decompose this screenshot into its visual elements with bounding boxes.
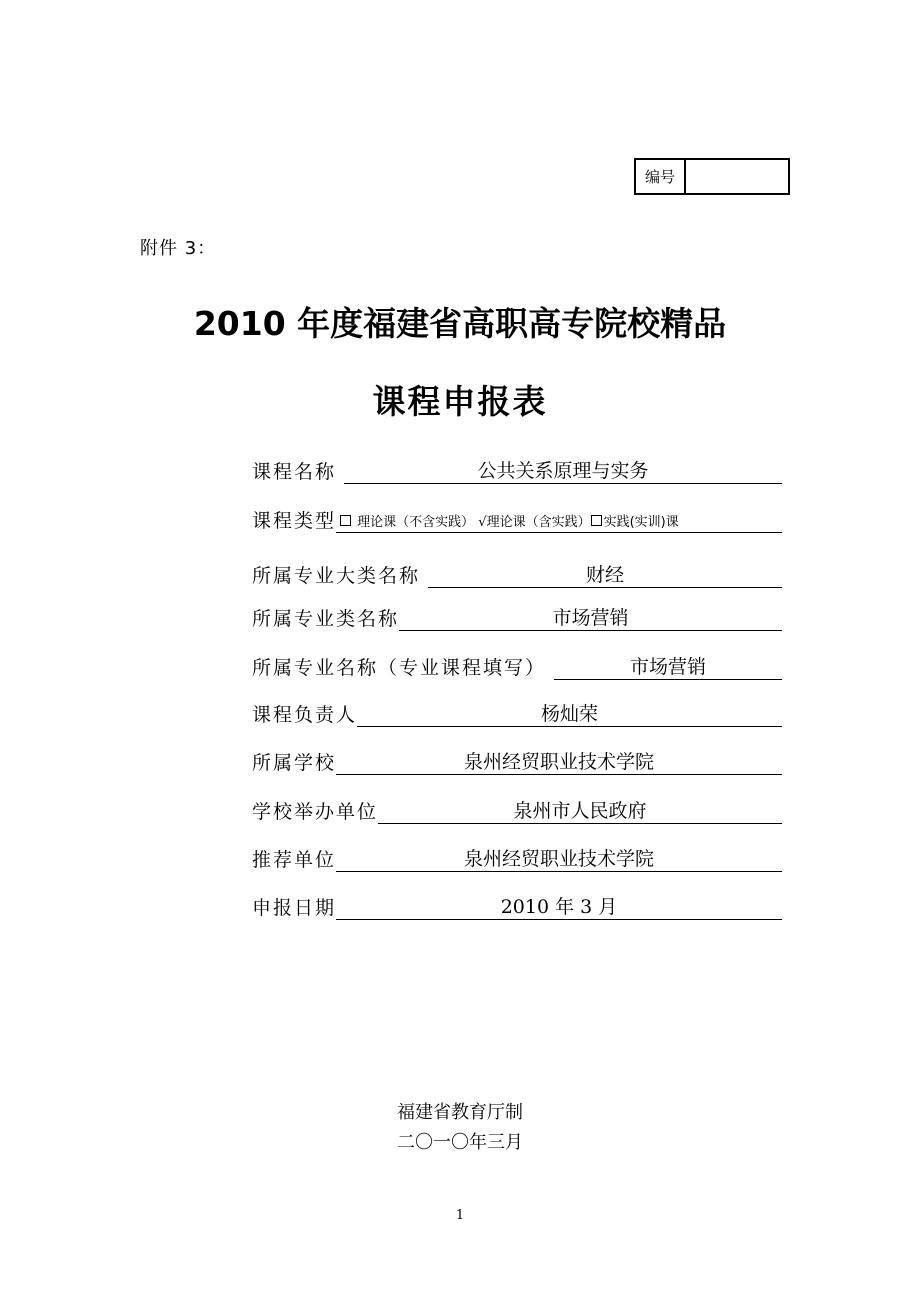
course-type-options <box>336 514 782 533</box>
major-category-label: 所属专业大类名称 <box>252 565 421 587</box>
document-title-line-2: 课程申报表 <box>372 382 548 421</box>
major-class-row <box>252 601 782 631</box>
course-type-label: 课程类型 <box>252 510 337 532</box>
course-name-row <box>252 454 782 484</box>
date-label: 申报日期 <box>252 897 337 919</box>
checkbox-icon[interactable] <box>340 515 351 526</box>
recommender-value[interactable]: 泉州经贸职业技术学院 <box>336 847 782 872</box>
major-category-value[interactable]: 财经 <box>428 563 782 588</box>
serial-number-value[interactable] <box>686 160 788 193</box>
issuer-text: 福建省教育厅制 <box>397 1102 523 1123</box>
page-number: 1 <box>455 1208 465 1223</box>
school-label: 所属学校 <box>252 752 337 774</box>
course-leader-value[interactable]: 杨灿荣 <box>357 702 782 727</box>
serial-number-box <box>634 158 790 195</box>
major-class-label: 所属专业类名称 <box>252 608 400 630</box>
recommender-label: 推荐单位 <box>252 849 337 871</box>
serial-number-label: 编号 <box>636 160 686 193</box>
attachment-label: 附件 3： <box>140 238 217 259</box>
issue-date-text: 二〇一〇年三月 <box>397 1132 523 1153</box>
course-type-option-2: 理论课（含实践） <box>486 515 591 530</box>
course-leader-label: 课程负责人 <box>252 704 358 726</box>
major-name-row <box>252 650 782 680</box>
course-name-value[interactable]: 公共关系原理与实务 <box>344 459 782 484</box>
course-leader-row <box>252 697 782 727</box>
course-type-option-3: 实践(实训)课 <box>603 515 679 530</box>
school-row <box>252 745 782 775</box>
check-mark-icon[interactable]: √ <box>478 515 487 530</box>
date-value[interactable]: 2010 年 3 月 <box>336 895 782 920</box>
sponsor-label: 学校举办单位 <box>252 801 379 823</box>
major-name-label: 所属专业名称（专业课程填写） <box>252 657 547 679</box>
major-class-value[interactable]: 市场营销 <box>399 606 782 631</box>
sponsor-value[interactable]: 泉州市人民政府 <box>378 799 782 824</box>
major-category-row <box>252 558 782 588</box>
sponsor-row <box>252 794 782 824</box>
checkbox-icon[interactable] <box>591 515 602 526</box>
course-name-label: 课程名称 <box>252 461 337 483</box>
recommender-row <box>252 842 782 872</box>
school-value[interactable]: 泉州经贸职业技术学院 <box>336 750 782 775</box>
document-title-line-1: 2010 年度福建省高职高专院校精品 <box>193 304 727 343</box>
course-type-row <box>252 503 782 533</box>
major-name-value[interactable]: 市场营销 <box>554 655 782 680</box>
date-row <box>252 890 782 920</box>
course-type-option-1: 理论课（不含实践） <box>353 515 475 530</box>
